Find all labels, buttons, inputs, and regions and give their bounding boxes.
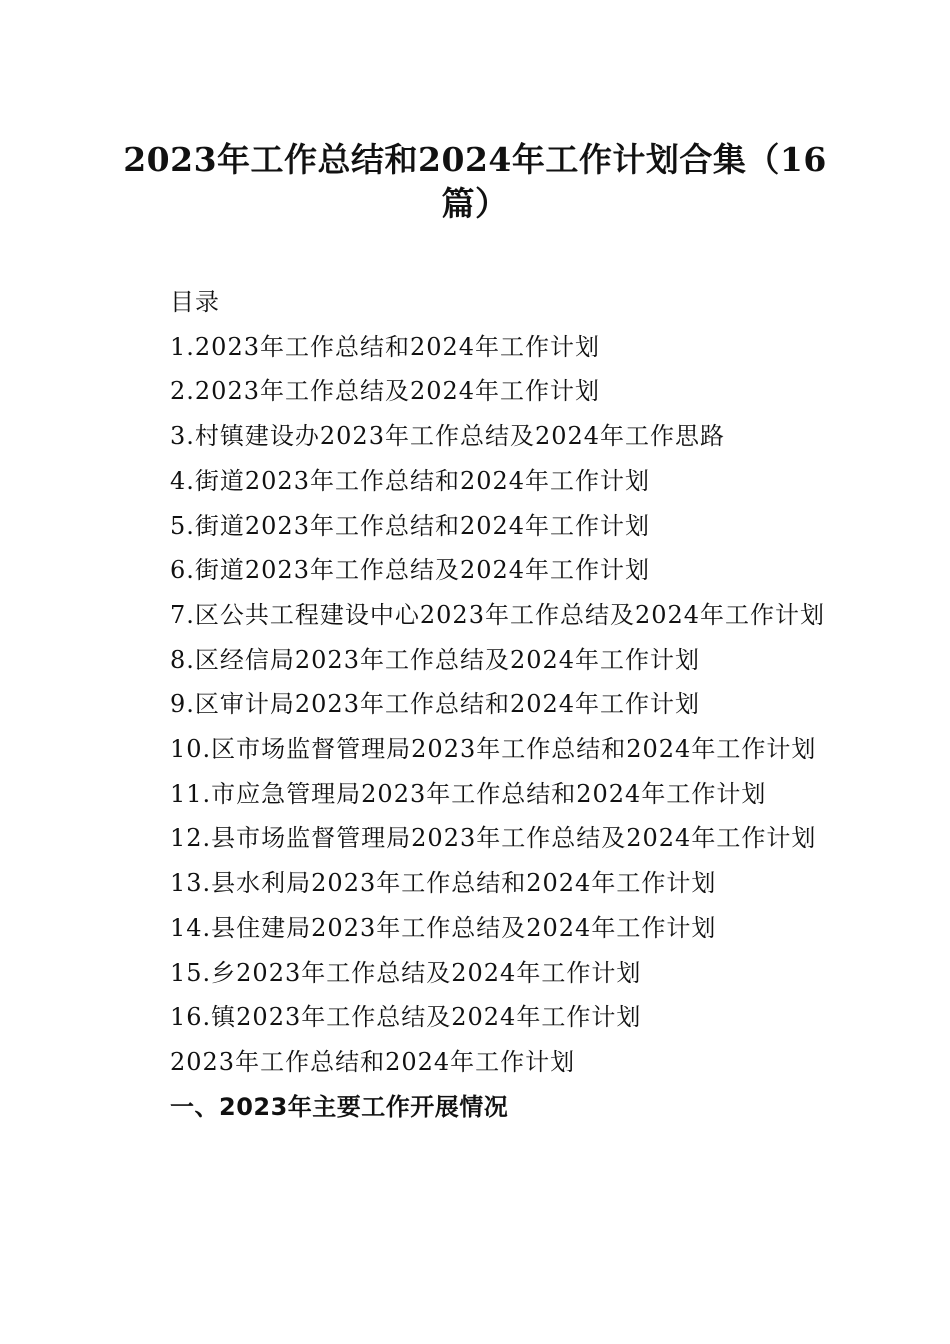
toc-item-13: 13.县水利局2023年工作总结和2024年工作计划 — [170, 869, 717, 898]
toc-item-3: 3.村镇建设办2023年工作总结及2024年工作思路 — [170, 422, 726, 451]
toc-item-1: 1.2023年工作总结和2024年工作计划 — [170, 332, 601, 361]
toc-item-4: 4.街道2023年工作总结和2024年工作计划 — [170, 466, 651, 495]
toc-item-7: 7.区公共工程建设中心2023年工作总结及2024年工作计划 — [170, 600, 826, 629]
toc-item-11: 11.市应急管理局2023年工作总结和2024年工作计划 — [170, 779, 767, 808]
toc-item-12: 12.县市场监督管理局2023年工作总结及2024年工作计划 — [170, 824, 817, 853]
toc-item-16: 16.镇2023年工作总结及2024年工作计划 — [170, 1003, 642, 1032]
toc-item-8: 8.区经信局2023年工作总结及2024年工作计划 — [170, 645, 701, 674]
table-of-contents — [120, 280, 830, 1129]
body-title: 2023年工作总结和2024年工作计划 — [170, 1047, 576, 1076]
toc-item-5: 5.街道2023年工作总结和2024年工作计划 — [170, 511, 651, 540]
section-heading: 一、2023年主要工作开展情况 — [170, 1092, 509, 1121]
toc-item-9: 9.区审计局2023年工作总结和2024年工作计划 — [170, 690, 701, 719]
toc-item-6: 6.街道2023年工作总结及2024年工作计划 — [170, 556, 651, 585]
toc-item-2: 2.2023年工作总结及2024年工作计划 — [170, 377, 601, 406]
document-title: 2023年工作总结和2024年工作计划合集（16篇） — [123, 140, 827, 223]
toc-heading: 目录 — [170, 288, 220, 316]
toc-item-10: 10.区市场监督管理局2023年工作总结和2024年工作计划 — [170, 735, 817, 764]
toc-item-14: 14.县住建局2023年工作总结及2024年工作计划 — [170, 913, 717, 942]
toc-item-15: 15.乡2023年工作总结及2024年工作计划 — [170, 958, 642, 987]
